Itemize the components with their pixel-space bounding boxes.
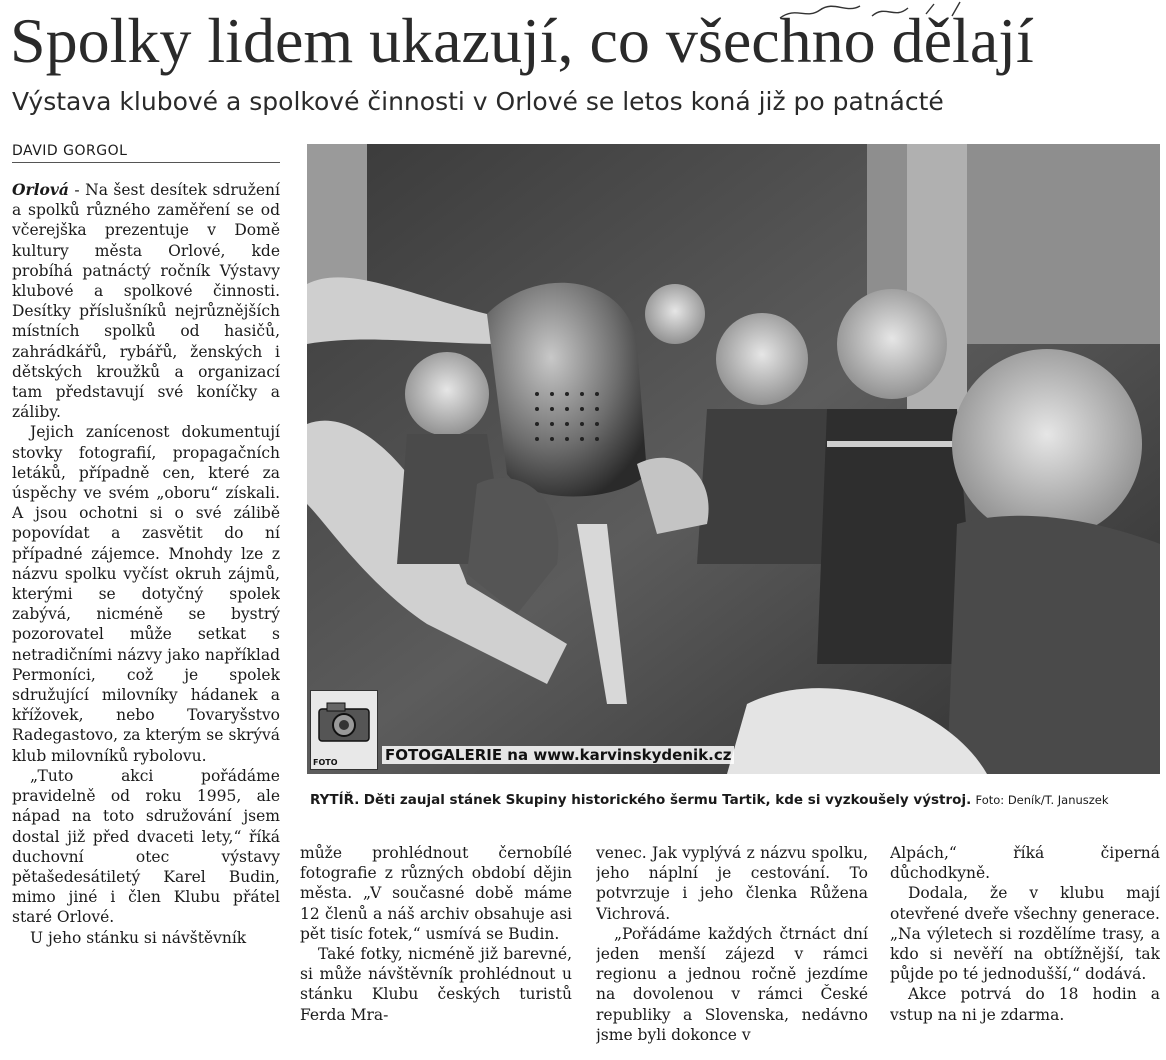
article-photo <box>307 144 1160 774</box>
photo-gallery-badge[interactable] <box>310 690 378 770</box>
caption-text: Děti zaujal stánek Skupiny historického šermu Tartik, kde si vyzkoušely výstroj. <box>363 792 972 808</box>
paragraph: může prohlédnout černobílé fotografie z různých období dějin města. „V současné době máme 12 členů a náš archiv obsahuje asi pět tisíc fotek,“ usmívá se Budin. <box>300 844 572 943</box>
paragraph: Alpách,“ říká čiperná důchodkyně. <box>890 844 1160 883</box>
byline: DAVID GORGOL <box>12 143 280 163</box>
paragraph: „Tuto akci pořádáme pravidelně od roku 1995, ale nápad na toto sdružování jsem dostal již před dvaceti lety,“ říká duchovní otec výstavy pětašedesátiletý Karel Budin, mimo jiné i člen Klubu přátel staré Orlové. <box>12 766 280 927</box>
paragraph: Akce potrvá do 18 hodin a vstup na ni je zdarma. <box>890 985 1160 1024</box>
article-column-3 <box>596 843 868 1059</box>
article-column-1 <box>12 180 280 1060</box>
camera-icon <box>311 691 377 751</box>
article-column-4 <box>890 843 1160 1059</box>
paragraph: U jeho stánku si návštěvník <box>30 928 247 947</box>
paragraph: venec. Jak vyplývá z názvu spolku, jeho náplní je cestování. To potvrzuje i jeho členka Růžena Vichrová. <box>596 844 868 923</box>
lead-text: - Na šest desítek sdružení a spolků různého zaměření se od včerejška prezentuje v Domě kultury města Orlové, kde probíhá patnáctý ročník Výstavy klubové a spolkové činnosti. Desítky příslušníků nejrůznějších místních spolků od hasičů, zahrádkářů, rybářů, ženských i dětských kroužků a organizací tam představují své koníčky a záliby. <box>12 181 280 422</box>
photo-caption <box>310 792 1160 808</box>
camera-label: FOTO <box>313 758 338 767</box>
paragraph: Také fotky, nicméně již barevné, si může návštěvník prohlédnout u stánku Klubu českých turistů Ferda Mra- <box>300 945 572 1024</box>
dateline-location: Orlová <box>12 180 69 199</box>
paragraph: „Pořádáme každých čtrnáct dní jeden menší zájezd v rámci regionu a jednou ročně jezdíme na dovolenou v rámci České republiky a Slovenska, nedávno jsme byli dokonce v <box>596 924 868 1044</box>
caption-kicker: RYTÍŘ. <box>310 792 360 808</box>
headline: Spolky lidem ukazují, co všechno dělají <box>10 5 1034 76</box>
subheadline: Výstava klubové a spolkové činnosti v Orlové se letos koná již po patnácté <box>12 87 944 116</box>
paragraph: Jejich zanícenost dokumentují stovky fotografií, propagačních letáků, případně cen, které za úspěchy ve svém „oboru“ získali. A jsou ochotni si o své zálibě popovídat a zasvětit do ní případné zájemce. Mnohdy lze z názvu spolku vyčíst okruh zájmů, kterými se dotyčný spolek zabývá, nicméně se bystrý pozorovatel může setkat s netradičními názvy jako například Permoníci, což je spolek sdružující milovníky hádanek a křížovek, nebo Tovaryšstvo Radegastovo, za kterým se skrývá klub milovníků rybolovu. <box>12 423 280 765</box>
photo-gallery-link[interactable]: FOTOGALERIE na www.karvinskydenik.cz <box>382 746 734 764</box>
photo-credit: Foto: Deník/T. Januszek <box>975 793 1109 807</box>
lead-paragraph <box>12 180 280 422</box>
paragraph: Dodala, že v klubu mají otevřené dveře všechny generace. „Na výletech si rozdělíme trasy, a kdo si nevěří na obtížnější, tak půjde po té jednodušší,“ dodává. <box>890 884 1160 984</box>
article-column-2 <box>300 843 572 1059</box>
